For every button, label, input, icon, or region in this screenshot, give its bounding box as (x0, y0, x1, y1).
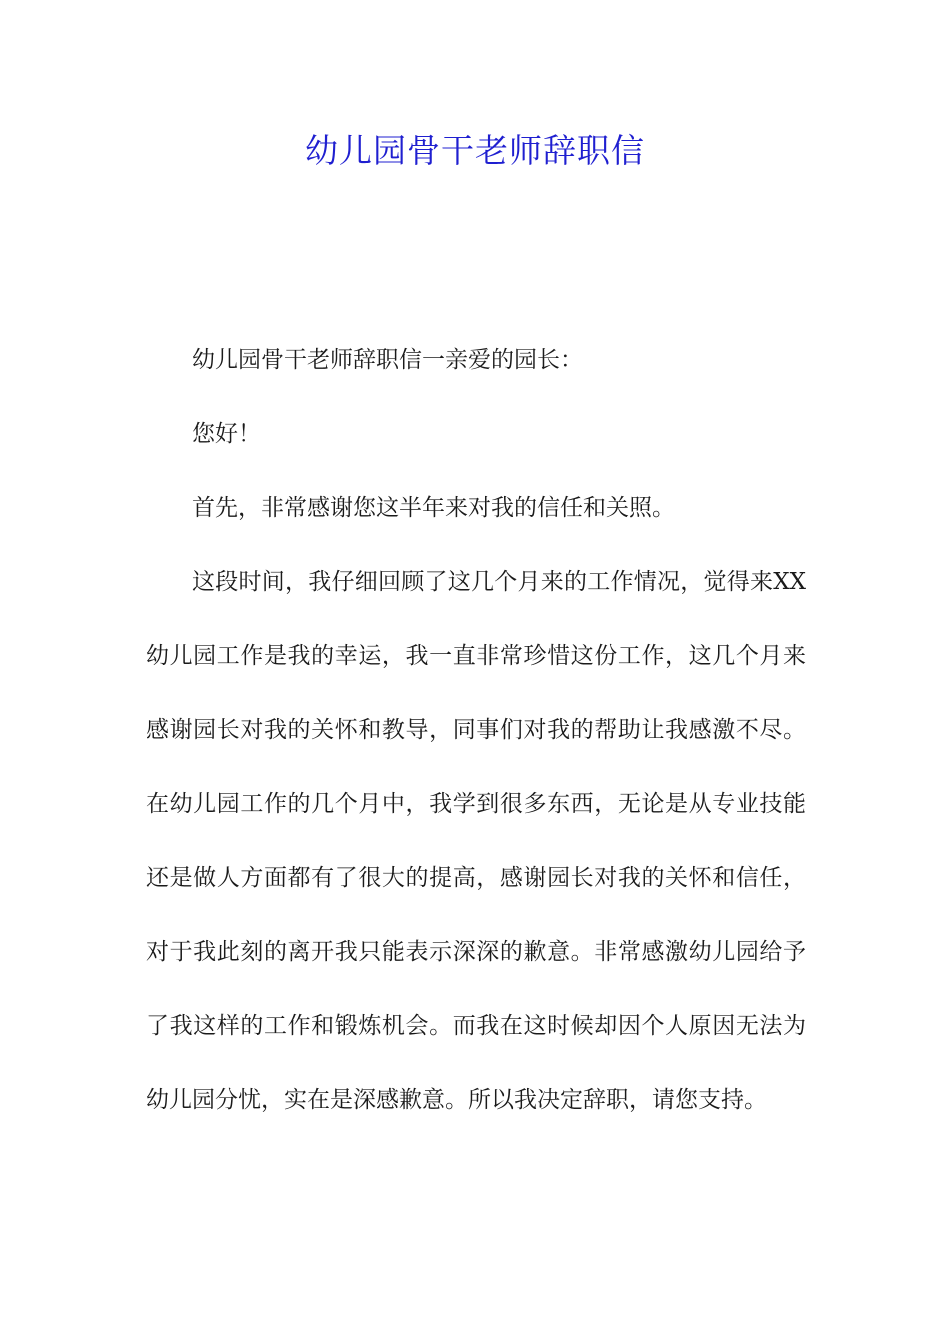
thanks-paragraph: 首先，非常感谢您这半年来对我的信任和关照。 (192, 495, 675, 521)
letter-body (146, 336, 806, 1163)
salutation-paragraph: 幼儿园骨干老师辞职信一亲爱的园长： (192, 347, 583, 373)
main-paragraph: 这段时间，我仔细回顾了这几个月来的工作情况，觉得来XX幼儿园工作是我的幸运，我一直非常珍惜这份工作，这几个月来感谢园长对我的关怀和教导，同事们对我的帮助让我感激不尽。在幼儿园工作的几个月中，我学到很多东西，无论是从专业技能还是做人方面都有了很大的提高，感谢园长对我的关怀和信任，对于我此刻的离开我只能表示深深的歉意。非常感激幼儿园给予了我这样的工作和锻炼机会。而我在这时候却因个人原因无法为幼儿园分忧，实在是深感歉意。所以我决定辞职，请您支持。 (146, 569, 806, 1113)
greeting-paragraph: 您好！ (192, 421, 261, 447)
document-title: 幼儿园骨干老师辞职信 (305, 131, 645, 170)
